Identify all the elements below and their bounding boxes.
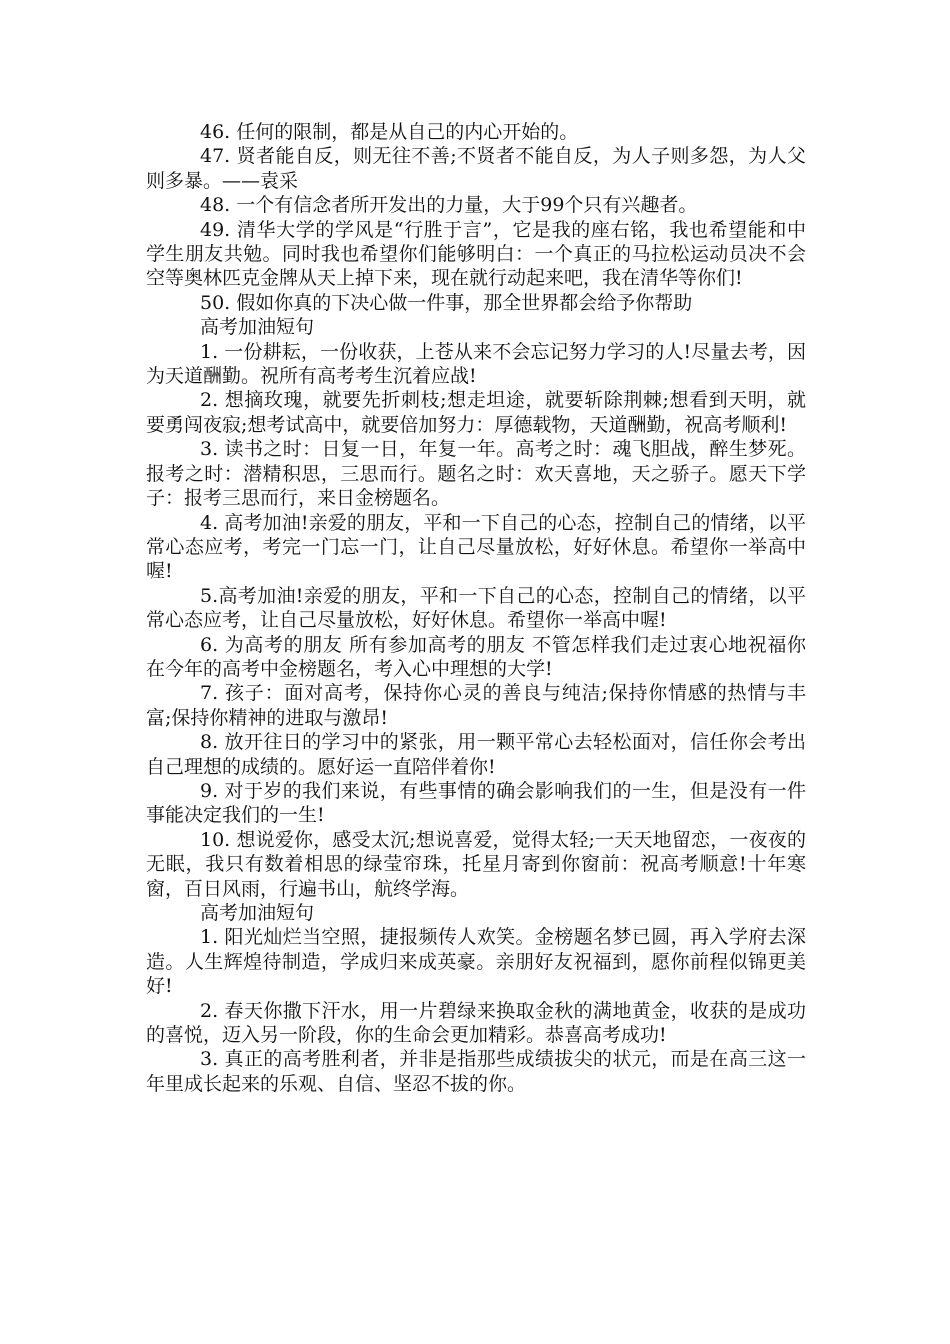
paragraph-50: 50. 假如你真的下决心做一件事，那全世界都会给予你帮助 [200, 291, 693, 314]
paragraph-48: 48. 一个有信念者所开发出的力量，大于99个只有兴趣者。 [200, 194, 698, 217]
paragraph-47: 47. 贤者能自反，则无往不善;不贤者不能自反，为人子则多怨，为人父则多暴。——袁采 [146, 145, 806, 192]
paragraph-1: 1. 一份耕耘，一份收获，上苍从来不会忘记努力学习的人!尽量去考，因为天道酬勤。祝所有高考考生沉着应战! [146, 340, 806, 388]
paragraph-46: 46. 任何的限制，都是从自己的内心开始的。 [200, 121, 579, 143]
paragraph-9: 9. 对于岁的我们来说，有些事情的确会影响我们的一生，但是没有一件事能决定我们的一生! [146, 779, 806, 827]
paragraph-49: 49. 清华大学的学风是“行胜于言”，它是我的座右铭，我也希望能和中学生朋友共勉。同时我也希望你们能够明白：一个真正的马拉松运动员决不会空等奥林匹克金牌从天上掉下来，现在就行动起来吧，我在清华等你们! [146, 218, 806, 290]
section-heading: 高考加油短句 [200, 316, 315, 339]
paragraph-10: 10. 想说爱你，感受太沉;想说喜爱，觉得太轻;一天天地留恋，一夜夜的无眠，我只有数着相思的绿莹帘珠，托星月寄到你窗前：祝高考顺意!十年寒窗，百日风雨，行遍书山，航终学海。 [146, 828, 806, 900]
paragraph-2: 2. 春天你撒下汗水，用一片碧绿来换取金秋的满地黄金，收获的是成功的喜悦，迈入另一阶段，你的生命会更加精彩。恭喜高考成功! [146, 999, 806, 1047]
paragraph-3: 3. 读书之时：日复一日，年复一年。高考之时：魂飞胆战，醉生梦死。报考之时：潜精积思，三思而行。题名之时：欢天喜地，天之骄子。愿天下学子：报考三思而行，来日金榜题名。 [146, 438, 806, 510]
paragraph-4: 4. 高考加油!亲爱的朋友，平和一下自己的心态，控制自己的情绪，以平常心态应考，考完一门忘一门，让自己尽量放松，好好休息。希望你一举高中喔! [146, 511, 806, 583]
section-heading: 高考加油短句 [200, 902, 315, 924]
paragraph-7: 7. 孩子：面对高考，保持你心灵的善良与纯洁;保持你情感的热情与丰富;保持你精神的进取与激昂! [146, 682, 806, 729]
document-body [146, 120, 806, 1096]
paragraph-5: 5.高考加油!亲爱的朋友，平和一下自己的心态，控制自己的情绪，以平常心态应考，让自己尽量放松，好好休息。希望你一举高中喔! [146, 584, 806, 632]
paragraph-6: 6. 为高考的朋友 所有参加高考的朋友 不管怎样我们走过衷心地祝福你在今年的高考中金榜题名，考入心中理想的大学! [146, 633, 806, 680]
paragraph-3: 3. 真正的高考胜利者，并非是指那些成绩拔尖的状元，而是在高三这一年里成长起来的乐观、自信、坚忍不拔的你。 [146, 1048, 806, 1095]
paragraph-1: 1. 阳光灿烂当空照，捷报频传人欢笑。金榜题名梦已圆，再入学府去深造。人生辉煌待制造，学成归来成英豪。亲朋好友祝福到，愿你前程似锦更美好! [146, 926, 806, 998]
paragraph-2: 2. 想摘玫瑰，就要先折刺枝;想走坦途，就要斩除荆棘;想看到天明，就要勇闯夜寂;想考试高中，就要倍加努力：厚德载物，天道酬勤，祝高考顺利! [146, 389, 806, 436]
paragraph-8: 8. 放开往日的学习中的紧张，用一颗平常心去轻松面对，信任你会考出自己理想的成绩的。愿好运一直陪伴着你! [146, 731, 806, 778]
